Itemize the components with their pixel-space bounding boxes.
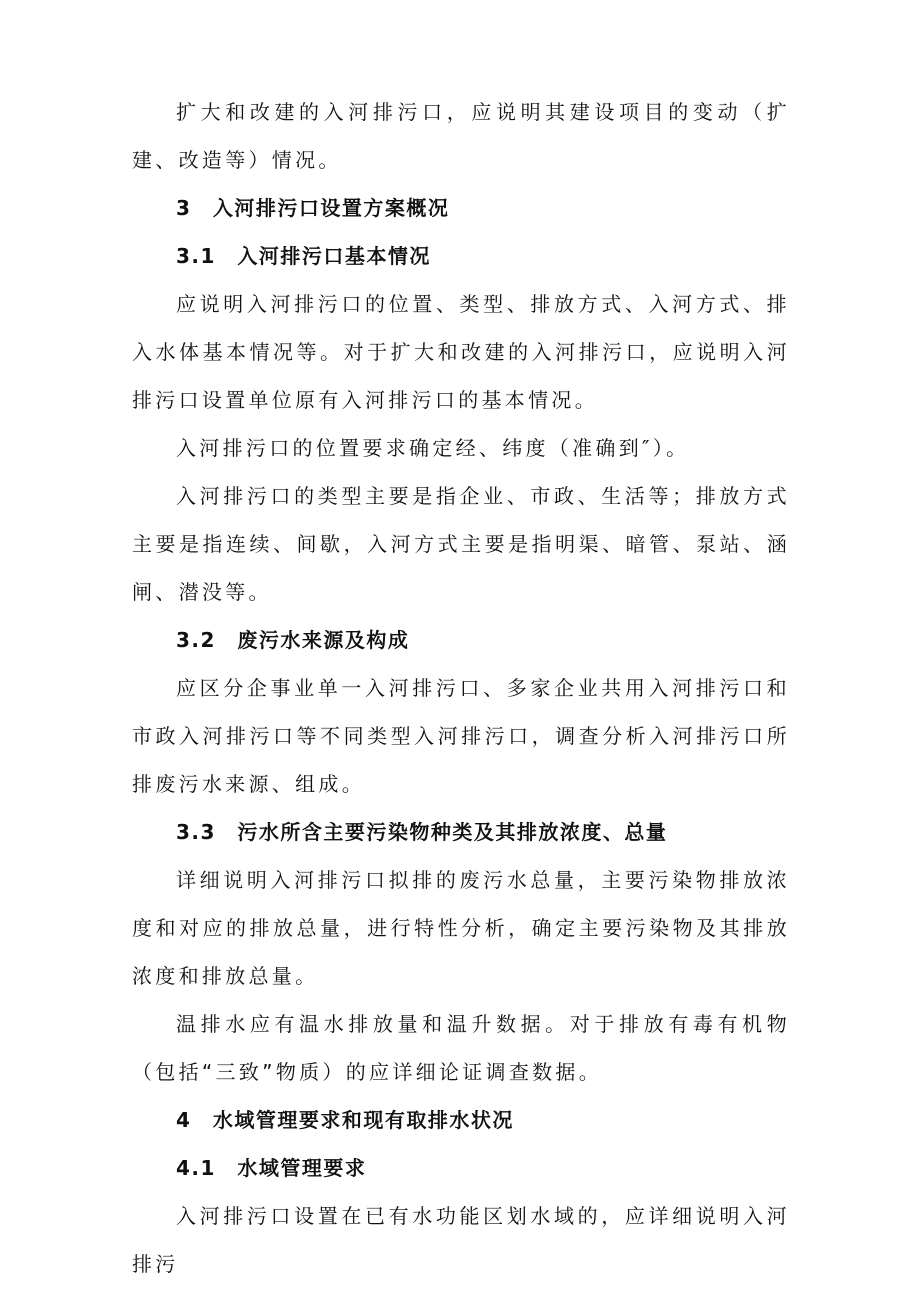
paragraph-expansion-change: 扩大和改建的入河排污口，应说明其建设项目的变动（扩建、改造等）情况。 (132, 100, 790, 172)
paragraph-outlet-location: 入河排污口的位置要求确定经、纬度（准确到″）。 (176, 436, 690, 460)
heading-section-4: 4 水域管理要求和现有取排水状况 (176, 1108, 514, 1132)
heading-section-3: 3 入河排污口设置方案概况 (176, 196, 450, 220)
paragraph-pollutant-total: 详细说明入河排污口拟排的废污水总量，主要污染物排放浓度和对应的排放总量，进行特性分析，确定主要污染物及其排放浓度和排放总量。 (132, 868, 790, 988)
paragraph-outlet-basic-info: 应说明入河排污口的位置、类型、排放方式、入河方式、排入水体基本情况等。对于扩大和改建的入河排污口，应说明入河排污口设置单位原有入河排污口的基本情况。 (132, 292, 790, 412)
heading-section-4-1: 4.1 水域管理要求 (176, 1156, 367, 1180)
paragraph-outlet-type: 入河排污口的类型主要是指企业、市政、生活等；排放方式主要是指连续、间歇，入河方式主要是指明渠、暗管、泵站、涵闸、潜没等。 (132, 484, 790, 604)
paragraph-water-function-zone: 入河排污口设置在已有水功能区划水域的，应详细说明入河排污 (132, 1204, 790, 1276)
heading-section-3-2: 3.2 废污水来源及构成 (176, 628, 410, 652)
paragraph-wastewater-source: 应区分企事业单一入河排污口、多家企业共用入河排污口和市政入河排污口等不同类型入河排污口，调查分析入河排污口所排废污水来源、组成。 (132, 676, 790, 796)
heading-section-3-3: 3.3 污水所含主要污染物种类及其排放浓度、总量 (176, 820, 668, 844)
paragraph-thermal-discharge: 温排水应有温水排放量和温升数据。对于排放有毒有机物（包括“三致”物质）的应详细论证调查数据。 (132, 1012, 790, 1084)
heading-section-3-1: 3.1 入河排污口基本情况 (176, 244, 431, 268)
